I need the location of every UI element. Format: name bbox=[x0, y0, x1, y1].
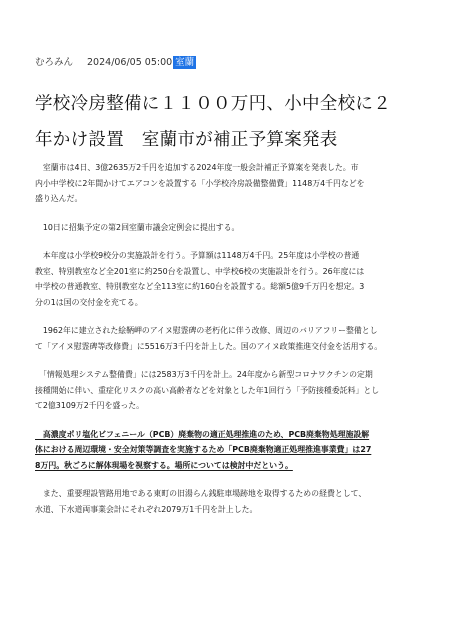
paragraph-line: 中学校の普通教室、特別教室など全113室に約160台を設置する。総額5億9千万円を想定。3 bbox=[35, 282, 365, 291]
paragraph bbox=[35, 367, 427, 414]
paragraph bbox=[35, 486, 427, 517]
paragraph-line: 盛り込んだ。 bbox=[35, 194, 83, 203]
paragraph-line: 高濃度ポリ塩化ビフェニール（PCB）廃棄物の適正処理推進のため、PCB廃棄物処理施設解 bbox=[35, 429, 370, 439]
paragraph bbox=[35, 248, 427, 310]
publish-datetime: 2024/06/05 05:00 bbox=[87, 57, 173, 68]
paragraph-line: 体における周辺環境・安全対策等調査を実施するため「PCB廃棄物適正処理推進事業費」は27 bbox=[35, 445, 372, 454]
paragraph-line: 教室、特別教室など全201室に約250台を設置し、中学校6校の実施設計を行う。26年度には bbox=[35, 266, 365, 276]
paragraph bbox=[35, 323, 427, 354]
paragraph-line: 本年度は小学校9校分の実施設計を行う。予算額は1148万4千円。25年度は小学校の普通 bbox=[35, 251, 360, 260]
paragraph-line: 室蘭市は4日、3億2635万2千円を追加する2024年度一般会計補正予算案を発表した。市 bbox=[35, 163, 359, 172]
article-headline bbox=[35, 86, 435, 158]
paragraph-line: 10日に招集予定の第2回室蘭市議会定例会に提出する。 bbox=[35, 222, 240, 232]
article-body bbox=[35, 160, 427, 530]
paragraph-line: て2億3109万2千円を盛った。 bbox=[35, 401, 145, 410]
paragraph-line: また、重要理設管路用地である東町の旧湯らん銭駐車場跡地を取得するための経費として、 bbox=[35, 489, 367, 498]
paragraph bbox=[35, 220, 427, 236]
region-tag[interactable]: 室蘭 bbox=[175, 57, 195, 68]
paragraph-line: 水道、下水道両事業会計にそれぞれ2079万1千円を計上した。 bbox=[35, 504, 258, 514]
paragraph-line: て「アイヌ慰霊碑等改修費」に5516万3千円を計上した。国のアイヌ政策推進交付金を活用する。 bbox=[35, 341, 383, 351]
paragraph-line: 1962年に建立された絵鞆岬のアイヌ慰霊碑の老朽化に伴う改修、周辺のバリアフリー整備とし bbox=[35, 326, 378, 335]
paragraph-line: 接種開始に伴い、重症化リスクの高い高齢者などを対象とした年1回行う「予防接種委託料」とし bbox=[35, 385, 380, 395]
paragraph-line: 分の1は国の交付金を充てる。 bbox=[35, 297, 143, 307]
source-name[interactable]: むろみん bbox=[35, 57, 74, 68]
highlighted-paragraph bbox=[35, 427, 427, 474]
headline-line-2: 年かけ設置 室蘭市が補正予算案発表 bbox=[35, 130, 338, 150]
headline-line-1: 学校冷房整備に１１００万円、小中全校に２ bbox=[35, 94, 391, 114]
paragraph-line: 8万円。秋ごろに解体現場を視察する。場所については検討中だという。 bbox=[35, 460, 293, 470]
paragraph-line: 「情報処理システム整備費」には2583万3千円を計上。24年度から新型コロナワクチンの定期 bbox=[35, 370, 373, 379]
article-meta bbox=[35, 56, 196, 70]
paragraph bbox=[35, 160, 427, 207]
paragraph-line: 内小中学校に2年間かけてエアコンを設置する「小学校冷房設備整備費」1148万4千円などを bbox=[35, 178, 365, 188]
